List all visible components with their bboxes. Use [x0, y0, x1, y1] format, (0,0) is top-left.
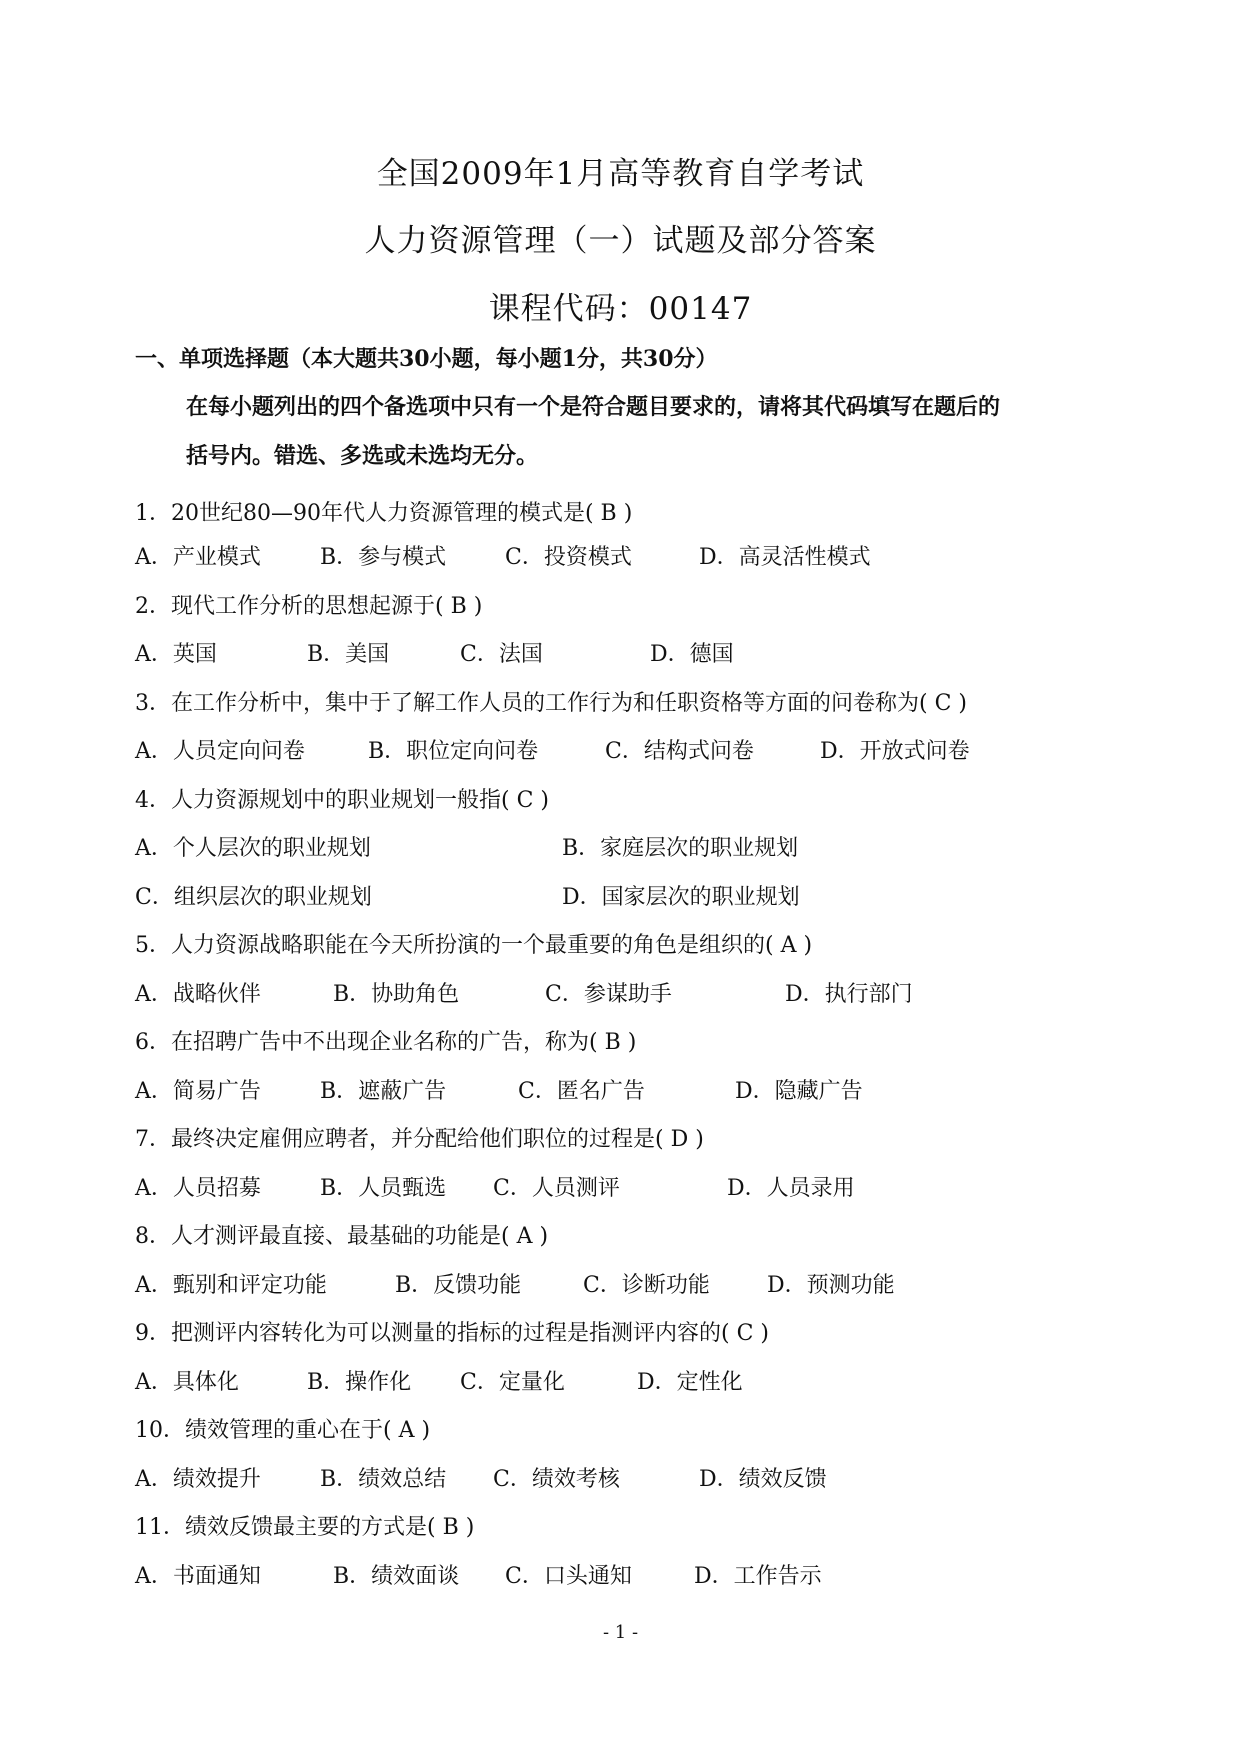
question-9-option-b: B．操作化 — [307, 1370, 412, 1395]
question-11-stem: 11．绩效反馈最主要的方式是( B ) — [135, 1515, 475, 1540]
question-11-option-d: D．工作告示 — [694, 1564, 822, 1589]
question-9-option-d: D．定性化 — [637, 1370, 743, 1395]
question-7-option-a: A．人员招募 — [135, 1176, 261, 1201]
question-10-option-b: B．绩效总结 — [320, 1467, 447, 1492]
question-4-option-a: A．个人层次的职业规划 — [135, 836, 371, 861]
page-title-line2: 人力资源管理（一）试题及部分答案 — [364, 223, 877, 259]
question-8-option-c: C．诊断功能 — [583, 1273, 710, 1298]
question-1-option-a: A．产业模式 — [135, 545, 261, 570]
question-1-option-b: B．参与模式 — [320, 545, 447, 570]
question-7-option-d: D．人员录用 — [727, 1176, 855, 1201]
question-6-option-d: D．隐藏广告 — [735, 1079, 863, 1104]
question-8-option-d: D．预测功能 — [767, 1273, 895, 1298]
question-2-option-a: A．英国 — [135, 642, 217, 667]
question-11-option-c: C．口头通知 — [505, 1564, 632, 1589]
question-9-stem: 9．把测评内容转化为可以测量的指标的过程是指测评内容的( C ) — [135, 1321, 769, 1346]
page-title-line1: 全国2009年1月高等教育自学考试 — [376, 156, 865, 192]
question-6-option-c: C．匿名广告 — [518, 1079, 645, 1104]
question-1-stem: 1．20世纪80—90年代人力资源管理的模式是( B ) — [135, 501, 633, 526]
question-5-option-c: C．参谋助手 — [545, 982, 672, 1007]
section-instruction-line1: 在每小题列出的四个备选项中只有一个是符合题目要求的，请将其代码填写在题后的 — [186, 394, 1001, 420]
question-4-option-c: C．组织层次的职业规划 — [135, 885, 372, 910]
question-2-option-b: B．美国 — [307, 642, 390, 667]
question-9-option-a: A．具体化 — [135, 1370, 239, 1395]
question-8-option-b: B．反馈功能 — [395, 1273, 522, 1298]
question-10-stem: 10．绩效管理的重心在于( A ) — [135, 1418, 431, 1443]
question-6-stem: 6．在招聘广告中不出现企业名称的广告，称为( B ) — [135, 1030, 637, 1055]
question-7-option-c: C．人员测评 — [493, 1176, 620, 1201]
question-11-option-b: B．绩效面谈 — [333, 1564, 460, 1589]
question-3-option-c: C．结构式问卷 — [605, 739, 754, 764]
question-3-option-a: A．人员定向问卷 — [135, 739, 305, 764]
page-number: - 1 - — [602, 1622, 639, 1643]
question-11-option-a: A．书面通知 — [135, 1564, 261, 1589]
question-1-option-c: C．投资模式 — [505, 545, 632, 570]
question-7-option-b: B．人员甄选 — [320, 1176, 447, 1201]
question-7-stem: 7．最终决定雇佣应聘者，并分配给他们职位的过程是( D ) — [135, 1127, 704, 1152]
question-4-option-d: D．国家层次的职业规划 — [562, 885, 800, 910]
question-6-option-b: B．遮蔽广告 — [320, 1079, 447, 1104]
question-10-option-a: A．绩效提升 — [135, 1467, 261, 1492]
question-5-option-b: B．协助角色 — [333, 982, 460, 1007]
question-8-stem: 8．人才测评最直接、最基础的功能是( A ) — [135, 1224, 549, 1249]
question-5-stem: 5．人力资源战略职能在今天所扮演的一个最重要的角色是组织的( A ) — [135, 933, 813, 958]
question-9-option-c: C．定量化 — [460, 1370, 565, 1395]
question-8-option-a: A．甄别和评定功能 — [135, 1273, 327, 1298]
question-4-option-b: B．家庭层次的职业规划 — [562, 836, 799, 861]
question-3-stem: 3．在工作分析中，集中于了解工作人员的工作行为和任职资格等方面的问卷称为( C ) — [135, 691, 967, 716]
question-3-option-b: B．职位定向问卷 — [368, 739, 539, 764]
course-code: 课程代码：00147 — [488, 291, 753, 327]
question-6-option-a: A．简易广告 — [135, 1079, 261, 1104]
question-4-stem: 4．人力资源规划中的职业规划一般指( C ) — [135, 788, 549, 813]
question-5-option-d: D．执行部门 — [785, 982, 913, 1007]
section-instruction-line2: 括号内。错选、多选或未选均无分。 — [186, 443, 539, 469]
question-2-option-c: C．法国 — [460, 642, 543, 667]
question-5-option-a: A．战略伙伴 — [135, 982, 261, 1007]
question-1-option-d: D．高灵活性模式 — [699, 545, 871, 570]
question-3-option-d: D．开放式问卷 — [820, 739, 970, 764]
question-10-option-c: C．绩效考核 — [493, 1467, 620, 1492]
question-2-stem: 2．现代工作分析的思想起源于( B ) — [135, 594, 483, 619]
question-2-option-d: D．德国 — [650, 642, 734, 667]
question-10-option-d: D．绩效反馈 — [699, 1467, 827, 1492]
section-heading: 一、单项选择题（本大题共30小题，每小题1分，共30分） — [135, 346, 718, 372]
